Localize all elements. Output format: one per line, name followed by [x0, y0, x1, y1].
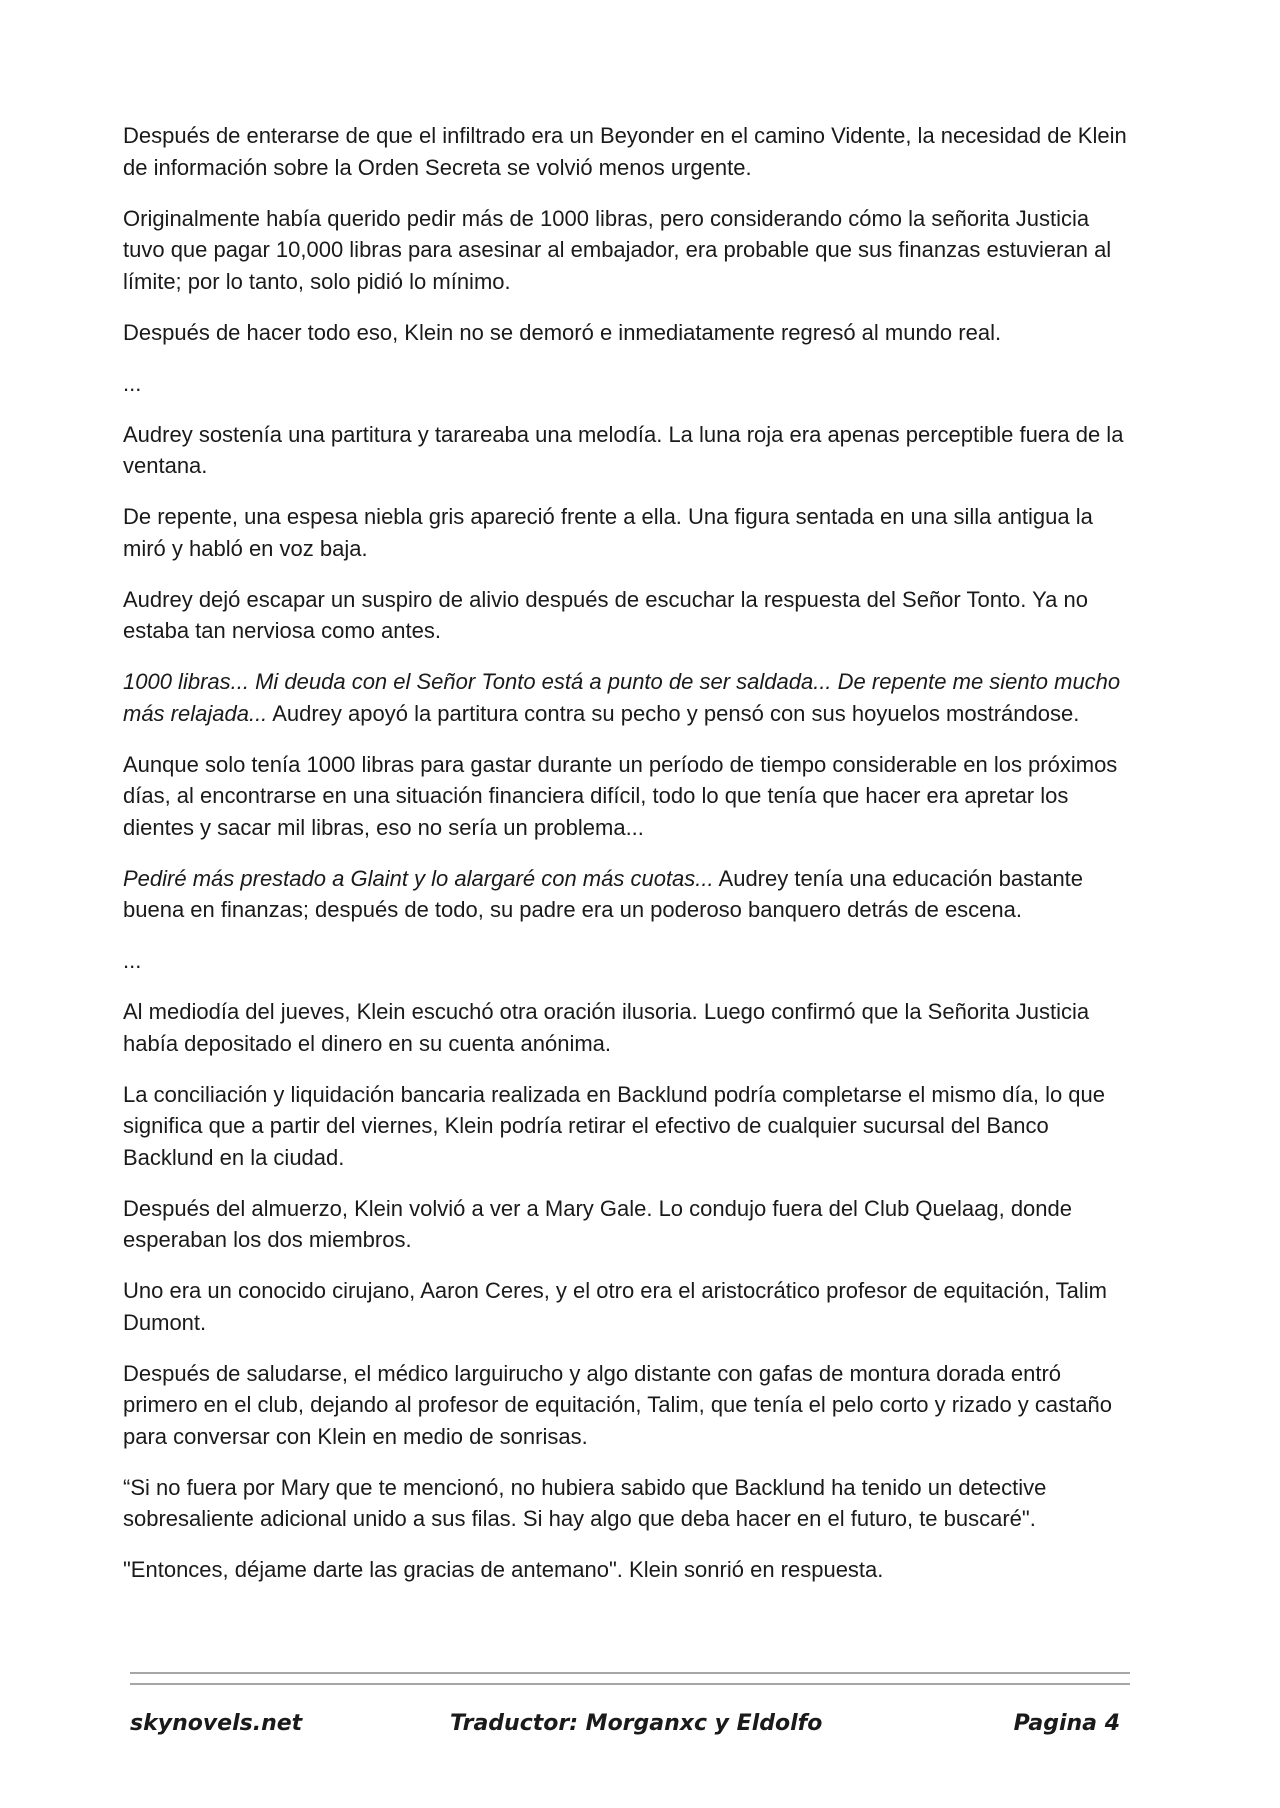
paragraph	[123, 1275, 1135, 1338]
paragraph-text: ...	[123, 370, 142, 396]
paragraph-text: Audrey apoyó la partitura contra su pecho y pensó con sus hoyuelos mostrándose.	[267, 700, 1080, 726]
footer-divider-top	[130, 1672, 1130, 1674]
paragraph-text: Originalmente había querido pedir más de 1000 libras, pero considerando cómo la señorita Justicia tuvo que pagar 10,000 libras para asesinar al embajador, era probable que sus finanzas estuvieran al límite; por lo tanto, solo pidió lo mínimo.	[123, 205, 1112, 294]
paragraph-italic-text: Pediré más prestado a Glaint y lo alargaré con más cuotas...	[123, 865, 714, 891]
footer-divider-bottom	[130, 1683, 1130, 1685]
paragraph-text: Aunque solo tenía 1000 libras para gastar durante un período de tiempo considerable en los próximos días, al encontrarse en una situación financiera difícil, todo lo que tenía que hacer era apretar los dientes y sacar mil libras, eso no sería un problema...	[123, 751, 1118, 840]
paragraph-text: “Si no fuera por Mary que te mencionó, no hubiera sabido que Backlund ha tenido un detective sobresaliente adicional unido a sus filas. Si hay algo que deba hacer en el futuro, te buscaré".	[123, 1474, 1047, 1531]
paragraph	[123, 419, 1135, 482]
footer-translator: Traductor: Morganxc y Eldolfo	[450, 1711, 823, 1736]
paragraph	[123, 945, 1135, 977]
paragraph	[123, 863, 1135, 926]
paragraph	[123, 1193, 1135, 1256]
paragraph	[123, 368, 1135, 400]
document-body	[123, 120, 1135, 1605]
paragraph	[123, 749, 1135, 844]
paragraph	[123, 203, 1135, 298]
paragraph-text: Audrey dejó escapar un suspiro de alivio después de escuchar la respuesta del Señor Tonto. Ya no estaba tan nerviosa como antes.	[123, 586, 1088, 643]
paragraph-text: ...	[123, 948, 142, 973]
paragraph	[123, 584, 1135, 647]
paragraph-text: Después de saludarse, el médico larguirucho y algo distante con gafas de montura dorada entró primero en el club, dejando al profesor de equitación, Talim, que tenía el pelo corto y rizado y castaño para conversar con Klein en medio de sonrisas.	[123, 1360, 1112, 1449]
footer-page-number: Pagina 4	[1013, 1711, 1120, 1736]
paragraph	[123, 1358, 1135, 1453]
paragraph	[123, 1472, 1135, 1535]
paragraph	[123, 1554, 1135, 1586]
paragraph-text: "Entonces, déjame darte las gracias de antemano". Klein sonrió en respuesta.	[123, 1557, 884, 1582]
paragraph-text: Audrey sostenía una partitura y tarareaba una melodía. La luna roja era apenas perceptible fuera de la ventana.	[123, 421, 1124, 478]
paragraph-text: De repente, una espesa niebla gris apareció frente a ella. Una figura sentada en una silla antigua la miró y habló en voz baja.	[123, 504, 1093, 561]
paragraph	[123, 501, 1135, 564]
paragraph-text: Uno era un conocido cirujano, Aaron Ceres, y el otro era el aristocrático profesor de equitación, Talim Dumont.	[123, 1278, 1108, 1335]
paragraph-text: Audrey tenía una educación bastante buena en finanzas; después de todo, su padre era un poderoso banquero detrás de escena.	[123, 865, 1084, 922]
paragraph-text: Después de hacer todo eso, Klein no se demoró e inmediatamente regresó al mundo real.	[123, 319, 1002, 345]
paragraph	[123, 317, 1135, 349]
paragraph-text: Después del almuerzo, Klein volvió a ver a Mary Gale. Lo condujo fuera del Club Quelaag, donde esperaban los dos miembros.	[123, 1195, 1072, 1252]
paragraph-italic-text: 1000 libras... Mi deuda con el Señor Tonto está a punto de ser saldada... De repente me siento mucho más relajada...	[123, 669, 1121, 726]
paragraph	[123, 120, 1135, 183]
paragraph	[123, 666, 1135, 729]
paragraph-text: Al mediodía del jueves, Klein escuchó otra oración ilusoria. Luego confirmó que la Señorita Justicia había depositado el dinero en su cuenta anónima.	[123, 999, 1090, 1056]
paragraph-text: La conciliación y liquidación bancaria realizada en Backlund podría completarse el mismo día, lo que significa que a partir del viernes, Klein podría retirar el efectivo de cualquier sucursal del Banco Backlund en la ciudad.	[123, 1081, 1106, 1170]
paragraph	[123, 1079, 1135, 1174]
paragraph-text: Después de enterarse de que el infiltrado era un Beyonder en el camino Vidente, la necesidad de Klein de información sobre la Orden Secreta se volvió menos urgente.	[123, 123, 1127, 180]
footer-site: skynovels.net	[130, 1711, 303, 1736]
paragraph	[123, 996, 1135, 1059]
